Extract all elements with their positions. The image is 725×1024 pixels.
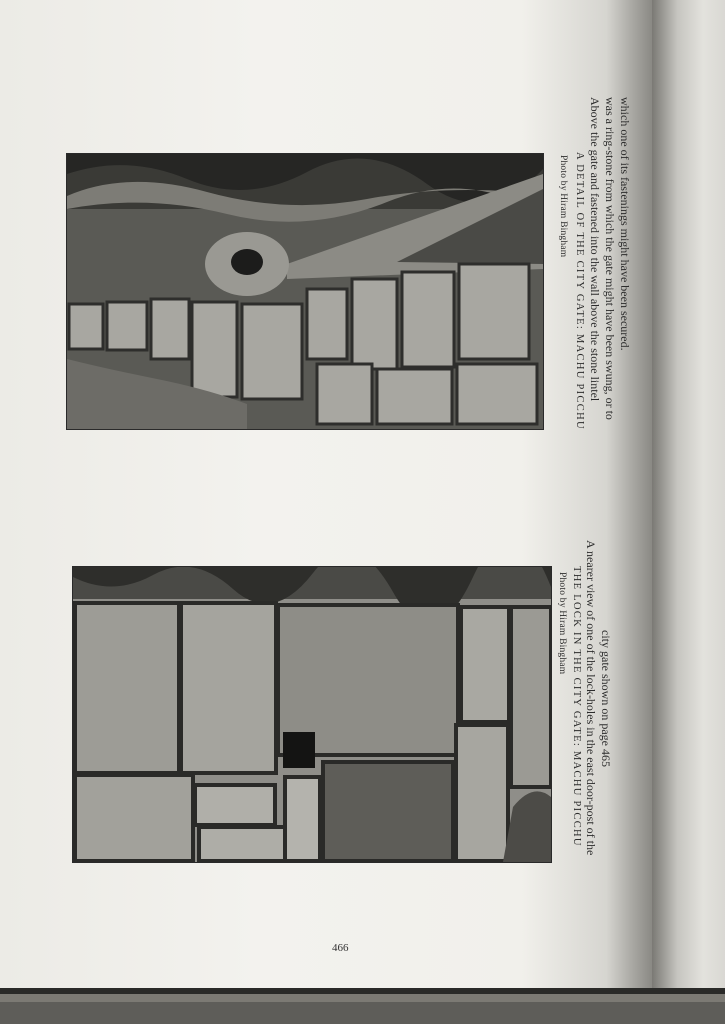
photo-ring-stone-detail (66, 153, 544, 430)
photo-credit-top: Photo by Hiram Bingham (558, 155, 568, 258)
photo-credit-bottom: Photo by Hiram Bingham (557, 572, 567, 675)
photo-lock-hole (72, 566, 552, 863)
scanner-bed-edge (0, 988, 725, 1024)
caption-line-top-1: Above the gate and fastened into the wall above the stone lintel (588, 97, 602, 402)
caption-line-bottom-2: city gate shown on page 465 (599, 630, 613, 767)
figure-title-bottom: THE LOCK IN THE CITY GATE: MACHU PICCHU (571, 566, 582, 847)
caption-line-top-3: which one of its fastenings might have been secured. (618, 97, 632, 351)
caption-line-top-2: was a ring-stone from which the gate might have been swung, or to (603, 97, 617, 420)
page-gutter-shadow (652, 0, 725, 988)
figure-title-top: A DETAIL OF THE CITY GATE: MACHU PICCHU (574, 152, 585, 430)
caption-line-bottom-1: A nearer view of one of the lock-holes in the east door-post of the (584, 540, 598, 856)
page-number: 466 (332, 942, 349, 954)
